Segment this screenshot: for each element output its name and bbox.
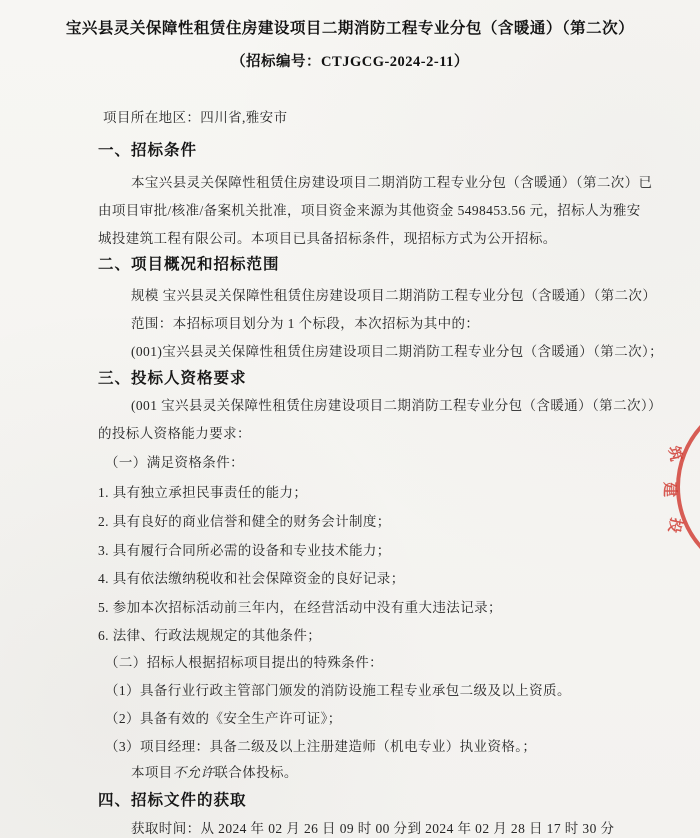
- no-jv-emphasis: 不允许: [172, 765, 215, 780]
- special-condition-item: （2）具备有效的《安全生产许可证》；: [105, 711, 342, 726]
- no-jv-suffix: 联合体投标。: [214, 765, 298, 780]
- bid-number-line: （招标编号：CTJGCG-2024-2-11）: [231, 54, 469, 70]
- section3-sub1-heading: （一）满足资格条件：: [105, 455, 244, 470]
- qualification-item: 3. 具有履行合同所必需的设备和专业技术能力；: [98, 543, 391, 558]
- qualification-item: 2. 具有良好的商业信誉和健全的财务会计制度；: [98, 514, 391, 529]
- section1-paragraph-line3: 城投建筑工程有限公司。本项目已具备招标条件，现招标方式为公开招标。: [98, 231, 557, 246]
- section1-heading: 一、招标条件: [98, 142, 198, 159]
- obtain-time-line: 获取时间：从 2024 年 02 月 26 日 09 时 00 分到 2024 年 02 月 28 日 17 时 30 分: [131, 821, 615, 836]
- qualification-item: 5. 参加本次招标活动前三年内，在经营活动中没有重大违法记录；: [98, 600, 502, 615]
- section1-paragraph-line2: 由项目审批/核准/备案机关批准，项目资金来源为其他资金 5498453.56 元，招标人为雅安: [98, 203, 641, 218]
- document-title: 宝兴县灵关保障性租赁住房建设项目二期消防工程专业分包（含暖通）（第二次）: [65, 20, 635, 37]
- section2-scope-line: 范围：本招标项目划分为 1 个标段，本次招标为其中的：: [131, 316, 480, 331]
- section2-heading: 二、项目概况和招标范围: [98, 256, 280, 273]
- project-location-line: 项目所在地区：四川省,雅安市: [103, 110, 288, 125]
- qualification-item: 4. 具有依法缴纳税收和社会保障资金的良好记录；: [98, 571, 405, 586]
- section4-heading: 四、招标文件的获取: [98, 792, 247, 809]
- no-jv-prefix: 本项目: [131, 765, 173, 780]
- special-condition-item: （1）具备行业行政主管部门颁发的消防设施工程专业承包二级及以上资质。: [105, 683, 571, 698]
- seal-character: 建: [661, 481, 678, 498]
- section3-sub2-heading: （二）招标人根据招标项目提出的特殊条件：: [105, 655, 383, 670]
- section3-intro-line1: (001 宝兴县灵关保障性租赁住房建设项目二期消防工程专业分包（含暖通）（第二次））: [131, 398, 662, 413]
- section3-intro-line2: 的投标人资格能力要求：: [98, 426, 251, 441]
- section1-paragraph-line1: 本宝兴县灵关保障性租赁住房建设项目二期消防工程专业分包（含暖通）（第二次）已: [131, 175, 653, 190]
- seal-character: 投: [664, 516, 684, 535]
- section2-lot-line: (001)宝兴县灵关保障性租赁住房建设项目二期消防工程专业分包（含暖通）（第二次）；: [131, 344, 664, 359]
- section2-scale-line: 规模 宝兴县灵关保障性租赁住房建设项目二期消防工程专业分包（含暖通）（第二次）: [131, 288, 657, 303]
- no-joint-venture-line: [131, 761, 298, 781]
- section3-heading: 三、投标人资格要求: [98, 370, 247, 387]
- seal-character: 筑: [664, 444, 684, 463]
- qualification-item: 1. 具有独立承担民事责任的能力；: [98, 485, 308, 500]
- special-condition-item: （3）项目经理：具备二级及以上注册建造师（机电专业）执业资格。；: [105, 739, 537, 754]
- qualification-item: 6. 法律、行政法规规定的其他条件；: [98, 628, 322, 643]
